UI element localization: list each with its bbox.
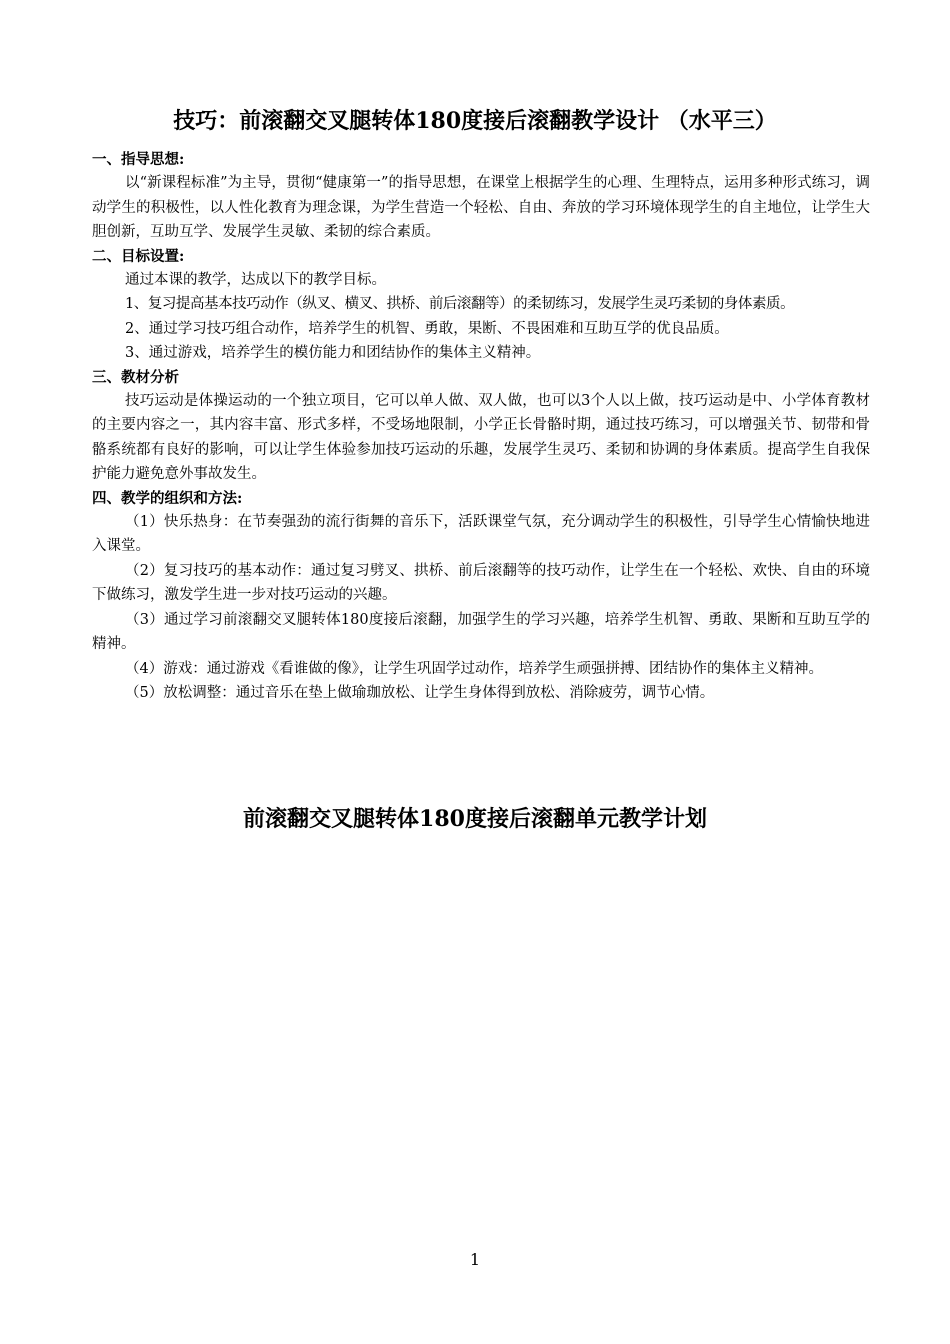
- paragraph: 1、复习提高基本技巧动作（纵叉、横叉、拱桥、前后滚翻等）的柔韧练习，发展学生灵巧柔韧的身体素质。: [125, 296, 795, 312]
- section-heading: 三、教材分析: [92, 368, 179, 386]
- section-organization-methods: [92, 487, 870, 706]
- section-guiding-ideology: [92, 148, 870, 245]
- unit-plan-title: 前滚翻交叉腿转体180度接后滚翻单元教学计划: [243, 806, 707, 832]
- paragraph: 3、通过游戏，培养学生的模仿能力和团结协作的集体主义精神。: [125, 345, 541, 361]
- paragraph: 技巧运动是体操运动的一个独立项目，它可以单人做、双人做，也可以3个人以上做，技巧运动是中、小学体育教材的主要内容之一，其内容丰富、形式多样，不受场地限制，小学正长骨骼时期，通过技巧练习，可以增强关节、韧带和骨骼系统都有良好的影响，可以让学生体验参加技巧运动的乐趣，发展学生灵巧、柔韧和协调的身体素质。提高学生自我保护能力避免意外事故发生。: [92, 392, 870, 482]
- paragraph: （1）快乐热身：在节奏强劲的流行街舞的音乐下，活跃课堂气氛，充分调动学生的积极性，引导学生心情愉快地进入课堂。: [92, 513, 870, 554]
- section-objectives: [92, 245, 870, 366]
- paragraph: 2、通过学习技巧组合动作，培养学生的机智、勇敢，果断、不畏困难和互助互学的优良品质。: [125, 320, 729, 337]
- section-heading: 四、教学的组织和方法:: [92, 489, 243, 507]
- paragraph: （2）复习技巧的基本动作：通过复习劈叉、拱桥、前后滚翻等的技巧动作，让学生在一个轻松、欢快、自由的环境下做练习，激发学生进一步对技巧运动的兴趣。: [92, 562, 870, 603]
- section-heading: 二、目标设置:: [92, 247, 185, 265]
- section-heading: 一、指导思想:: [92, 151, 185, 168]
- paragraph: 以“新课程标准”为主导，贯彻“健康第一”的指导思想，在课堂上根据学生的心理、生理特点，运用多种形式练习，调动学生的积极性，以人性化教育为理念课，为学生营造一个轻松、自由、奔放的学习环境体现学生的自主地位，让学生大胆创新，互助互学、发展学生灵敏、柔韧的综合素质。: [92, 175, 870, 240]
- paragraph: （4）游戏：通过游戏《看谁做的像》，让学生巩固学过动作，培养学生顽强拼搏、团结协作的集体主义精神。: [125, 660, 823, 677]
- document-body: [92, 148, 870, 706]
- section-material-analysis: [92, 366, 870, 487]
- paragraph: 通过本课的教学，达成以下的教学目标。: [125, 271, 386, 288]
- page-number: 1: [469, 1250, 481, 1269]
- paragraph: （5）放松调整：通过音乐在垫上做瑜珈放松、让学生身体得到放松、消除疲劳，调节心情。: [125, 685, 715, 701]
- document-title: 技巧：前滚翻交叉腿转体180度接后滚翻教学设计 （水平三）: [173, 108, 777, 134]
- paragraph: （3）通过学习前滚翻交叉腿转体180度接后滚翻，加强学生的学习兴趣，培养学生机智、勇敢、果断和互助互学的精神。: [92, 611, 870, 652]
